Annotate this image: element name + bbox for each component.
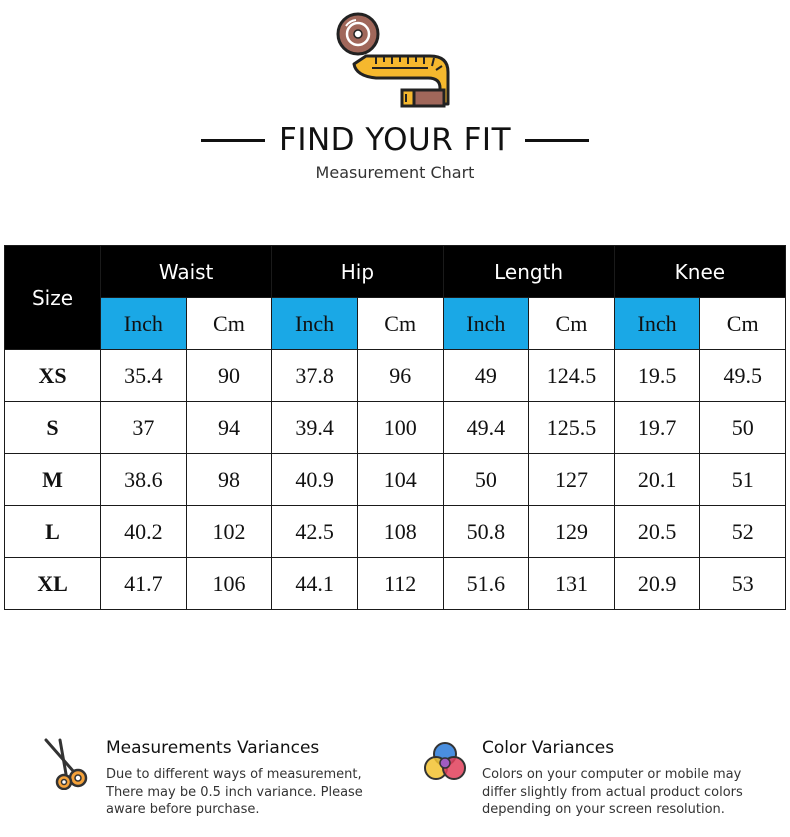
measurement-note-text [106,766,396,819]
unit-header-row [5,298,786,350]
measurement-cell: 104 [357,454,443,506]
page-subtitle: Measurement Chart [315,163,475,182]
table-row [5,402,786,454]
measurement-cell: 112 [357,558,443,610]
measurement-cell: 38.6 [101,454,187,506]
measurement-cell: 50.8 [443,506,529,558]
group-header-length: Length [443,246,614,298]
measuring-tape-icon [336,12,452,112]
unit-inch-cell: Inch [101,298,187,350]
measurement-note-line: There may be 0.5 inch variance. Please [106,784,363,800]
title-divider-left [201,139,265,142]
measurement-cell: 131 [529,558,615,610]
table-body [5,350,786,610]
measurement-note-title: Measurements Variances [106,738,320,758]
table-header-row [5,246,786,298]
measurement-cell: 50 [700,402,786,454]
measurement-cell: 19.5 [614,350,700,402]
scissors-icon [44,738,94,790]
size-chart-table [4,245,786,610]
measurement-cell: 100 [357,402,443,454]
measurement-cell: 90 [186,350,272,402]
measurement-cell: 37.8 [272,350,358,402]
table-row [5,558,786,610]
measurement-cell: 53 [700,558,786,610]
measurement-cell: 49.4 [443,402,529,454]
color-note-title: Color Variances [482,738,615,758]
measurement-cell: 96 [357,350,443,402]
measurement-cell: 39.4 [272,402,358,454]
title-row [0,120,790,160]
measurement-note-line: Due to different ways of measurement, [106,767,362,782]
table-row [5,350,786,402]
unit-cm-cell: Cm [529,298,615,350]
measurement-cell: 108 [357,506,443,558]
measurement-cell: 94 [186,402,272,454]
measurement-cell: 52 [700,506,786,558]
size-header: Size [5,246,101,350]
unit-cm-cell: Cm [357,298,443,350]
size-cell: L [5,506,101,558]
measurement-cell: 125.5 [529,402,615,454]
measurement-cell: 51.6 [443,558,529,610]
measurement-cell: 35.4 [101,350,187,402]
measurement-cell: 37 [101,402,187,454]
size-cell: S [5,402,101,454]
color-note-line: depending on your screen resolution. [482,802,725,817]
table-row [5,454,786,506]
color-note-line: differ slightly from actual product colors [482,784,743,800]
unit-inch-cell: Inch [443,298,529,350]
measurement-cell: 41.7 [101,558,187,610]
size-cell: XL [5,558,101,610]
table-row [5,506,786,558]
color-note-line: Colors on your computer or mobile may [482,767,742,782]
size-cell: XS [5,350,101,402]
measurement-cell: 19.7 [614,402,700,454]
color-note-text [482,766,772,819]
measurement-cell: 98 [186,454,272,506]
measurement-cell: 20.9 [614,558,700,610]
measurement-cell: 40.9 [272,454,358,506]
group-header-knee: Knee [614,246,785,298]
measurement-cell: 49 [443,350,529,402]
measurement-cell: 40.2 [101,506,187,558]
group-header-hip: Hip [272,246,443,298]
unit-cm-cell: Cm [700,298,786,350]
page-title: FIND YOUR FIT [278,122,512,158]
measurement-cell: 127 [529,454,615,506]
unit-inch-cell: Inch [272,298,358,350]
unit-inch-cell: Inch [614,298,700,350]
measurement-cell: 51 [700,454,786,506]
measurement-cell: 20.5 [614,506,700,558]
group-header-waist: Waist [101,246,272,298]
color-wheel-icon [420,738,470,790]
size-cell: M [5,454,101,506]
measurement-cell: 124.5 [529,350,615,402]
unit-cm-cell: Cm [186,298,272,350]
title-divider-right [525,139,589,142]
measurement-cell: 49.5 [700,350,786,402]
measurement-cell: 106 [186,558,272,610]
measurement-cell: 44.1 [272,558,358,610]
measurement-note-line: aware before purchase. [106,802,260,817]
measurement-cell: 42.5 [272,506,358,558]
measurement-cell: 20.1 [614,454,700,506]
measurement-cell: 50 [443,454,529,506]
measurement-cell: 129 [529,506,615,558]
measurement-cell: 102 [186,506,272,558]
